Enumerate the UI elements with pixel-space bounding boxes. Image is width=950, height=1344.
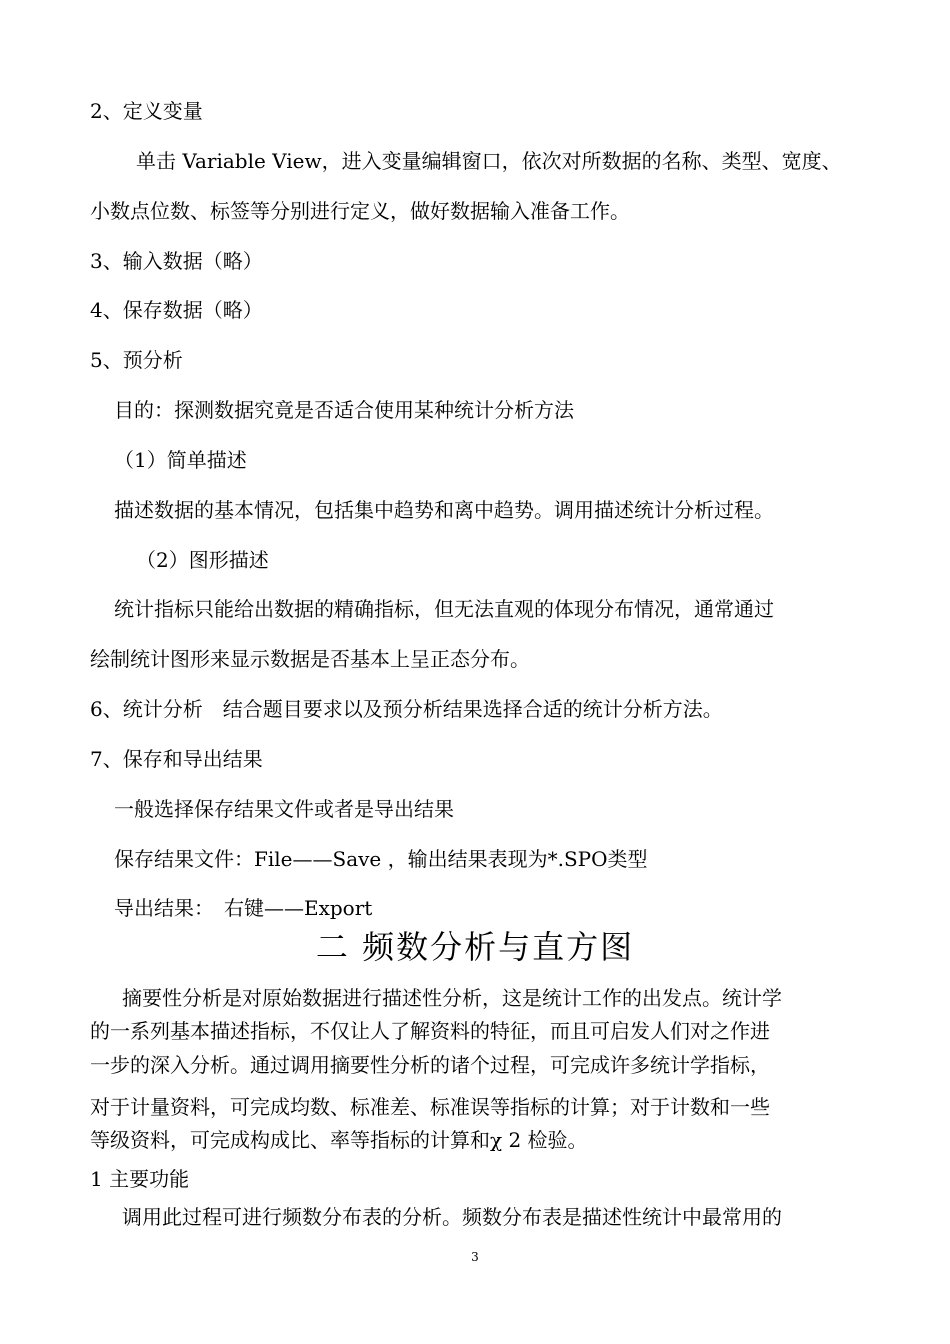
step5-purpose: 目的：探测数据究竟是否适合使用某种统计分析方法	[114, 398, 574, 422]
intro-line3: 一步的深入分析。通过调用摘要性分析的诸个过程，可完成许多统计学指标，	[90, 1053, 770, 1077]
section-title: 二 频数分析与直方图	[315, 928, 635, 966]
step7-line3: 导出结果： 右键——Export	[114, 896, 373, 920]
intro-line2: 的一系列基本描述指标，不仅让人了解资料的特征，而且可启发人们对之作进	[90, 1019, 770, 1043]
step5-sub2-heading: （2）图形描述	[136, 548, 269, 572]
step5-sub2-body-line2: 绘制统计图形来显示数据是否基本上呈正态分布。	[90, 647, 530, 671]
intro-line5: 等级资料，可完成构成比、率等指标的计算和χ 2 检验。	[90, 1128, 588, 1152]
step6-heading: 6、统计分析 结合题目要求以及预分析结果选择合适的统计分析方法。	[90, 697, 723, 721]
intro-line1: 摘要性分析是对原始数据进行描述性分析，这是统计工作的出发点。统计学	[122, 986, 782, 1010]
step5-heading: 5、预分析	[90, 348, 183, 372]
sub1-body-line1: 调用此过程可进行频数分布表的分析。频数分布表是描述性统计中最常用的	[122, 1205, 782, 1229]
step4-heading: 4、保存数据（略）	[90, 298, 263, 322]
step7-line1: 一般选择保存结果文件或者是导出结果	[114, 797, 454, 821]
intro-line4: 对于计量资料，可完成均数、标准差、标准误等指标的计算；对于计数和一些	[90, 1095, 770, 1119]
step7-heading: 7、保存和导出结果	[90, 747, 263, 771]
step7-line2: 保存结果文件：File——Save ，输出结果表现为*.SPO类型	[114, 847, 648, 871]
sub1-heading: 1 主要功能	[90, 1167, 190, 1191]
step2-body-line2: 小数点位数、标签等分别进行定义，做好数据输入准备工作。	[90, 199, 630, 223]
step2-body-line1: 单击 Variable View，进入变量编辑窗口，依次对所数据的名称、类型、宽度、	[136, 149, 842, 173]
step5-sub2-body-line1: 统计指标只能给出数据的精确指标，但无法直观的体现分布情况，通常通过	[114, 597, 774, 621]
step3-heading: 3、输入数据（略）	[90, 249, 263, 273]
page-number: 3	[471, 1250, 479, 1264]
step2-heading: 2、定义变量	[90, 99, 203, 123]
step5-sub1-body: 描述数据的基本情况，包括集中趋势和离中趋势。调用描述统计分析过程。	[114, 498, 774, 522]
step5-sub1-heading: （1）简单描述	[114, 448, 247, 472]
